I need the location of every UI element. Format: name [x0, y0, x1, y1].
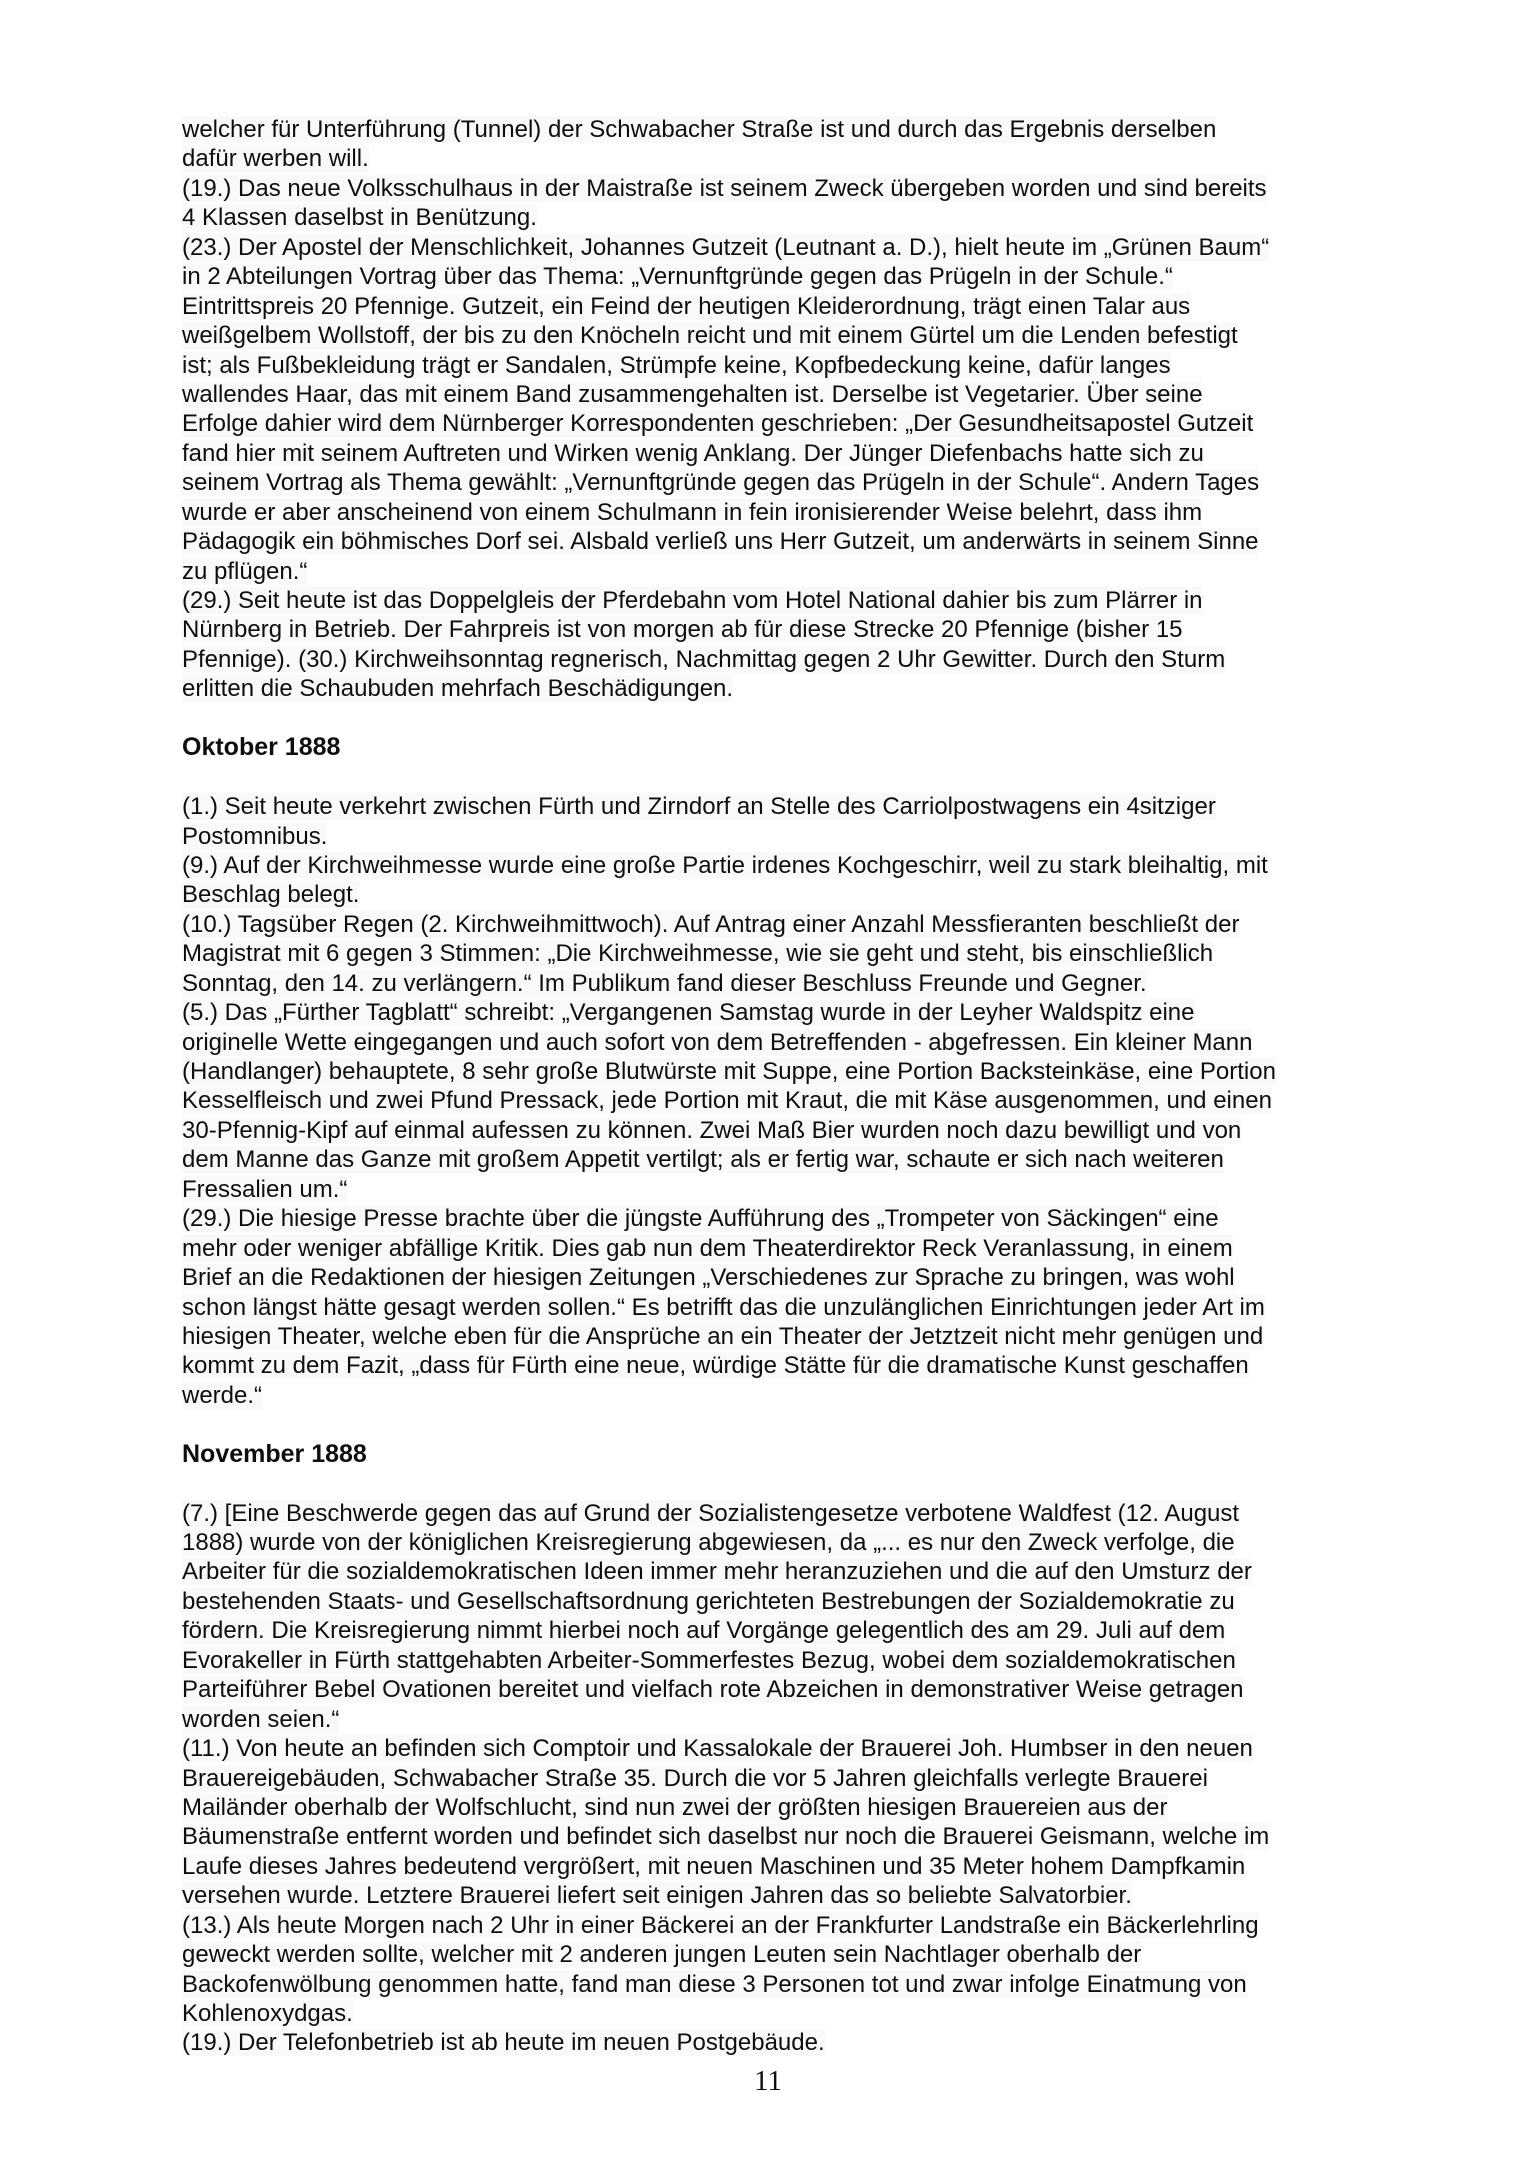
text-line-content: in 2 Abteilungen Vortrag über das Thema: „Vernunftgründe gegen das Prügeln in der Schule.“: [182, 263, 1173, 291]
text-line: [182, 557, 1492, 586]
text-line: [182, 880, 1492, 909]
text-line-content: (19.) Der Telefonbetrieb ist ab heute im neuen Postgebäude.: [182, 2029, 825, 2057]
text-line: [182, 1028, 1492, 1057]
text-line-content: originelle Wette eingegangen und auch sofort von dem Betreffenden - abgefressen. Ein kleiner Mann: [182, 1028, 1253, 1056]
text-line: [182, 1557, 1492, 1586]
text-line: [182, 2028, 1492, 2057]
text-line: [182, 615, 1492, 644]
text-line: [182, 1116, 1492, 1145]
text-line: [182, 1616, 1492, 1645]
text-line: [182, 822, 1492, 851]
text-line: [182, 939, 1492, 968]
text-line: [182, 1646, 1492, 1675]
text-line-content: (13.) Als heute Morgen nach 2 Uhr in einer Bäckerei an der Frankfurter Landstraße ein Bäckerlehrling: [182, 1911, 1259, 1939]
text-line-content: Magistrat mit 6 gegen 3 Stimmen: „Die Kirchweihmesse, wie sie geht und steht, bis einschließlich: [182, 940, 1214, 968]
text-line: [182, 645, 1492, 674]
text-line: [182, 115, 1492, 144]
text-line-content: mehr oder weniger abfällige Kritik. Dies gab nun dem Theaterdirektor Reck Veranlassung, in einem: [182, 1234, 1233, 1262]
text-line-content: dem Manne das Ganze mit großem Appetit vertilgt; als er fertig war, schaute er sich nach weiteren: [182, 1146, 1224, 1174]
text-line: [182, 1940, 1492, 1969]
text-line-content: Kesselfleisch und zwei Pfund Pressack, jede Portion mit Kraut, die mit Käse ausgenommen, und einen: [182, 1087, 1272, 1115]
text-line-content: Nürnberg in Betrieb. Der Fahrpreis ist von morgen ab für diese Strecke 20 Pfennige (bisher 15: [182, 616, 1183, 644]
text-line-content: (1.) Seit heute verkehrt zwischen Fürth und Zirndorf an Stelle des Carriolpostwagens ein 4sitziger: [182, 793, 1216, 821]
text-line: [182, 851, 1492, 880]
text-line: [182, 1175, 1492, 1204]
text-line: [182, 1528, 1492, 1557]
text-line-content: Pfennige). (30.) Kirchweihsonntag regnerisch, Nachmittag gegen 2 Uhr Gewitter. Durch den Sturm: [182, 645, 1226, 673]
text-line: [182, 792, 1492, 821]
text-line-content: Kohlenoxydgas.: [182, 2000, 353, 2027]
text-line-content: weißgelbem Wollstoff, der bis zu den Knöcheln reicht und mit einem Gürtel um die Lenden befestigt: [182, 322, 1238, 350]
text-line: [182, 468, 1492, 497]
text-line-content: Mailänder oberhalb der Wolfschlucht, sind nun zwei der größten hiesigen Brauereien aus der: [182, 1793, 1168, 1821]
text-line-content: (5.) Das „Fürther Tagblatt“ schreibt: „Vergangenen Samstag wurde in der Leyher Waldspitz eine: [182, 999, 1195, 1027]
text-line: [182, 439, 1492, 468]
text-line-content: wallendes Haar, das mit einem Band zusammengehalten ist. Derselbe ist Vegetarier. Über seine: [182, 380, 1203, 408]
text-line: [182, 1764, 1492, 1793]
text-line-content: Laufe dieses Jahres bedeutend vergrößert, mit neuen Maschinen und 35 Meter hohem Dampfkamin: [182, 1852, 1246, 1880]
text-line-content: 1888) wurde von der königlichen Kreisregierung abgewiesen, da „... es nur den Zweck verfolge, die: [182, 1529, 1235, 1556]
text-line: [182, 1705, 1492, 1734]
text-line: [182, 1881, 1492, 1910]
text-line: [182, 351, 1492, 380]
text-line-content: Beschlag belegt.: [182, 881, 360, 909]
text-line: [182, 1086, 1492, 1115]
text-line-content: (11.) Von heute an befinden sich Comptoir und Kassalokale der Brauerei Joh. Humbser in den neuen: [182, 1735, 1253, 1763]
text-line: [182, 1499, 1492, 1528]
text-line-content: (Handlanger) behauptete, 8 sehr große Blutwürste mit Suppe, eine Portion Backsteinkäse, eine Portion: [182, 1058, 1276, 1085]
text-line-content: fand hier mit seinem Auftreten und Wirken wenig Anklang. Der Jünger Diefenbachs hatte sich zu: [182, 439, 1204, 467]
text-line-content: (9.) Auf der Kirchweihmesse wurde eine große Partie irdenes Kochgeschirr, weil zu stark bleihaltig, mit: [182, 851, 1268, 879]
text-line-content: 4 Klassen daselbst in Benützung.: [182, 204, 537, 232]
section-heading: November 1888: [182, 1439, 367, 1468]
text-line: [182, 321, 1492, 350]
text-line: [182, 174, 1492, 203]
text-line-content: Bäumenstraße entfernt worden und befindet sich daselbst nur noch die Brauerei Geismann, welche im: [182, 1823, 1270, 1851]
text-line-content: Sonntag, den 14. zu verlängern.“ Im Publikum fand dieser Beschluss Freunde und Gegner.: [182, 969, 1147, 997]
text-line: [182, 498, 1492, 527]
text-line: [182, 586, 1492, 615]
text-line: [182, 203, 1492, 232]
text-line-content: seinem Vortrag als Thema gewählt: „Vernunftgründe gegen das Prügeln in der Schule“. Andern Tages: [182, 469, 1260, 497]
text-line-content: (7.) [Eine Beschwerde gegen das auf Grund der Sozialistengesetze verbotene Waldfest (12. August: [182, 1499, 1240, 1527]
section-heading: Oktober 1888: [182, 733, 341, 762]
text-line-content: 30-Pfennig-Kipf auf einmal aufessen zu können. Zwei Maß Bier wurden noch dazu bewilligt und von: [182, 1116, 1242, 1144]
text-line-content: (19.) Das neue Volksschulhaus in der Maistraße ist seinem Zweck übergeben worden und sind bereits: [182, 174, 1267, 202]
text-line: [182, 1234, 1492, 1263]
page-number: 11: [754, 2065, 782, 2097]
text-line-content: Postomnibus.: [182, 822, 328, 850]
text-line-content: hiesigen Theater, welche eben für die Ansprüche an ein Theater der Jetztzeit nicht mehr genügen und: [182, 1322, 1264, 1350]
text-line: [182, 674, 1492, 703]
text-line-content: Fressalien um.“: [182, 1175, 348, 1203]
text-line-content: Evorakeller in Fürth stattgehabten Arbeiter-Sommerfestes Bezug, wobei dem sozialdemokratischen: [182, 1646, 1236, 1674]
paragraph: [182, 115, 1492, 704]
text-line: [182, 1322, 1492, 1351]
text-line-content: geweckt werden sollte, welcher mit 2 anderen jungen Leuten sein Nachtlager oberhalb der: [182, 1941, 1142, 1969]
text-line: [182, 1587, 1492, 1616]
text-line: [182, 1675, 1492, 1704]
text-line-content: ist; als Fußbekleidung trägt er Sandalen, Strümpfe keine, Kopfbedeckung keine, dafür langes: [182, 351, 1171, 379]
text-line: [182, 409, 1492, 438]
text-line-content: (29.) Seit heute ist das Doppelgleis der Pferdebahn vom Hotel National dahier bis zum Plärrer in: [182, 587, 1203, 614]
text-column: [182, 115, 1492, 2058]
text-line: [182, 380, 1492, 409]
text-line-content: kommt zu dem Fazit, „dass für Fürth eine neue, würdige Stätte für die dramatische Kunst geschaffen: [182, 1352, 1249, 1380]
text-line: [182, 910, 1492, 939]
paragraph: [182, 1499, 1492, 2058]
text-line: [182, 1263, 1492, 1292]
text-line-content: Eintrittspreis 20 Pfennige. Gutzeit, ein Feind der heutigen Kleiderordnung, trägt einen Talar aus: [182, 292, 1191, 320]
text-line-content: versehen wurde. Letztere Brauerei liefert seit einigen Jahren das so beliebte Salvatorbier.: [182, 1882, 1132, 1910]
text-line: [182, 1999, 1492, 2028]
text-line-content: Brief an die Redaktionen der hiesigen Zeitungen „Verschiedenes zur Sprache zu bringen, was wohl: [182, 1264, 1235, 1292]
text-line-content: bestehenden Staats- und Gesellschaftsordnung gerichteten Bestrebungen der Sozialdemokratie zu: [182, 1587, 1235, 1615]
text-line: [182, 998, 1492, 1027]
text-line: [182, 1204, 1492, 1233]
text-line-content: welcher für Unterführung (Tunnel) der Schwabacher Straße ist und durch das Ergebnis derselben: [182, 116, 1217, 143]
text-line: [182, 1293, 1492, 1322]
text-line: [182, 144, 1492, 173]
text-line: [182, 292, 1492, 321]
text-line-content: werde.“: [182, 1381, 263, 1409]
text-line: [182, 527, 1492, 556]
text-line-content: Pädagogik ein böhmisches Dorf sei. Alsbald verließ uns Herr Gutzeit, um anderwärts in seinem Sinne: [182, 528, 1259, 556]
text-line-content: erlitten die Schaubuden mehrfach Beschädigungen.: [182, 675, 734, 703]
text-line: [182, 1911, 1492, 1940]
text-line-content: fördern. Die Kreisregierung nimmt hierbei noch auf Vorgänge gelegentlich des am 29. Juli auf dem: [182, 1617, 1226, 1645]
text-line-content: worden seien.“: [182, 1705, 340, 1733]
text-line: [182, 1145, 1492, 1174]
text-line: [182, 262, 1492, 291]
text-line: [182, 1793, 1492, 1822]
text-line-content: schon längst hätte gesagt werden sollen.“ Es betrifft das die unzulänglichen Einrichtungen jeder Art im: [182, 1293, 1265, 1321]
text-line: [182, 233, 1492, 262]
text-line: [182, 1381, 1492, 1410]
text-line-content: (29.) Die hiesige Presse brachte über die jüngste Aufführung des „Trompeter von Säckingen“ eine: [182, 1205, 1219, 1233]
text-line: [182, 1822, 1492, 1851]
text-line-content: zu pflügen.“: [182, 557, 308, 585]
text-line-content: Arbeiter für die sozialdemokratischen Ideen immer mehr heranzuziehen und die auf den Umsturz der: [182, 1558, 1252, 1586]
text-line-content: Brauereigebäuden, Schwabacher Straße 35. Durch die vor 5 Jahren gleichfalls verlegte Brauerei: [182, 1764, 1208, 1792]
text-line-content: Erfolge dahier wird dem Nürnberger Korrespondenten geschrieben: „Der Gesundheitsapostel Gutzeit: [182, 410, 1254, 438]
text-line: [182, 969, 1492, 998]
text-line: [182, 1057, 1492, 1086]
text-line: [182, 1351, 1492, 1380]
text-line-content: Backofenwölbung genommen hatte, fand man diese 3 Personen tot und zwar infolge Einatmung von: [182, 1970, 1247, 1998]
text-line-content: (10.) Tagsüber Regen (2. Kirchweihmittwoch). Auf Antrag einer Anzahl Messfieranten beschließt der: [182, 910, 1240, 938]
paragraph: [182, 792, 1492, 1410]
text-line-content: dafür werben will.: [182, 145, 369, 173]
text-line-content: (23.) Der Apostel der Menschlichkeit, Johannes Gutzeit (Leutnant a. D.), hielt heute im „Grünen Baum“: [182, 233, 1270, 261]
text-line-content: Parteiführer Bebel Ovationen bereitet und vielfach rote Abzeichen in demonstrativer Weise getragen: [182, 1676, 1244, 1704]
text-line: [182, 1852, 1492, 1881]
text-line: [182, 1734, 1492, 1763]
text-line: [182, 1970, 1492, 1999]
text-line-content: wurde er aber anscheinend von einem Schulmann in fein ironisierender Weise belehrt, dass ihm: [182, 498, 1203, 526]
